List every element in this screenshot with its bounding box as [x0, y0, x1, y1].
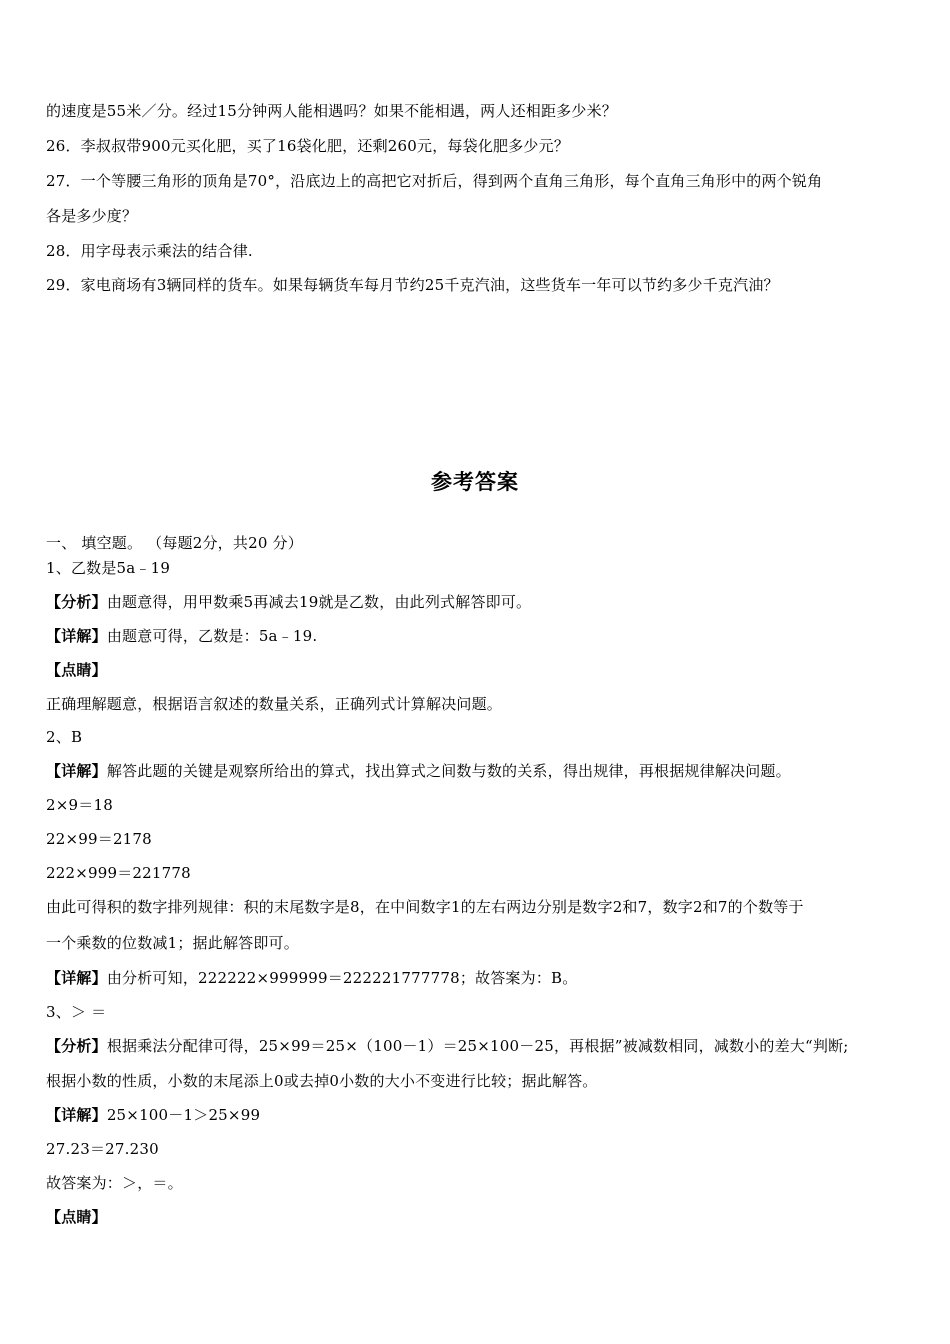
answer-2-eq1: 2×9＝18 — [46, 796, 113, 814]
analysis-tag: 【分析】 — [46, 593, 107, 611]
detail-tag: 【详解】 — [46, 969, 107, 987]
answer-1-point-tag: 【点睛】 — [46, 661, 107, 679]
answer-2-rule: 由此可得积的数字排列规律：积的末尾数字是8，在中间数字1的左右两边分别是数字2和7，数字2和7的个数等于 — [46, 898, 804, 916]
answer-3-eq: 27.23＝27.230 — [46, 1140, 159, 1158]
answer-1-point: 正确理解题意，根据语言叙述的数量关系，正确列式计算解决问题。 — [46, 695, 503, 713]
answer-2-detail: 【详解】解答此题的关键是观察所给出的算式，找出算式之间数与数的关系，得出规律，再根据规律解决问题。 — [46, 762, 791, 780]
answer-2-rule-continued: 一个乘数的位数减1；据此解答即可。 — [46, 934, 299, 952]
answer-3-head: 3、＞ ＝ — [46, 1003, 107, 1021]
answer-2-eq3: 222×999＝221778 — [46, 864, 191, 882]
answer-3-conclusion: 故答案为：＞，＝。 — [46, 1174, 183, 1192]
question-25-continued: 的速度是55米／分。经过15分钟两人能相遇吗？如果不能相遇，两人还相距多少米？ — [46, 102, 617, 120]
detail-tag: 【详解】 — [46, 627, 107, 645]
analysis-tag: 【分析】 — [46, 1037, 107, 1055]
answer-3-detail: 【详解】25×100－1＞25×99 — [46, 1106, 261, 1124]
detail-tag: 【详解】 — [46, 1106, 107, 1124]
detail-tag: 【详解】 — [46, 762, 107, 780]
answer-3-analysis: 【分析】根据乘法分配律可得，25×99＝25×（100－1）＝25×100－25，再根据”被减数相同，减数小的差大“判断; — [46, 1037, 849, 1055]
question-27: 27．一个等腰三角形的顶角是70°，沿底边上的高把它对折后，得到两个直角三角形，每个直角三角形中的两个锐角 — [46, 172, 823, 190]
answer-3-point-tag: 【点睛】 — [46, 1208, 107, 1226]
section-header: 一、 填空题。 （每题2分，共20 分） — [46, 534, 303, 552]
answer-2-head: 2、B — [46, 728, 83, 746]
question-28: 28．用字母表示乘法的结合律. — [46, 242, 253, 260]
answer-3-analysis-continued: 根据小数的性质，小数的末尾添上0或去掉0小数的大小不变进行比较；据此解答。 — [46, 1072, 598, 1090]
answer-2-detail-2: 【详解】由分析可知，222222×999999＝222221777778；故答案为：B。 — [46, 969, 578, 987]
answers-title: 参考答案 — [431, 470, 519, 494]
answer-1-head: 1、乙数是5a﹣19 — [46, 559, 171, 577]
answer-1-detail: 【详解】由题意可得，乙数是：5a﹣19. — [46, 627, 318, 645]
answer-2-eq2: 22×99＝2178 — [46, 830, 152, 848]
question-29: 29．家电商场有3辆同样的货车。如果每辆货车每月节约25千克汽油，这些货车一年可以节约多少千克汽油？ — [46, 276, 779, 294]
answer-1-analysis: 【分析】由题意得，用甲数乘5再减去19就是乙数，由此列式解答即可。 — [46, 593, 532, 611]
question-26: 26．李叔叔带900元买化肥，买了16袋化肥，还剩260元，每袋化肥多少元？ — [46, 137, 570, 155]
question-27-continued: 各是多少度？ — [46, 207, 138, 225]
